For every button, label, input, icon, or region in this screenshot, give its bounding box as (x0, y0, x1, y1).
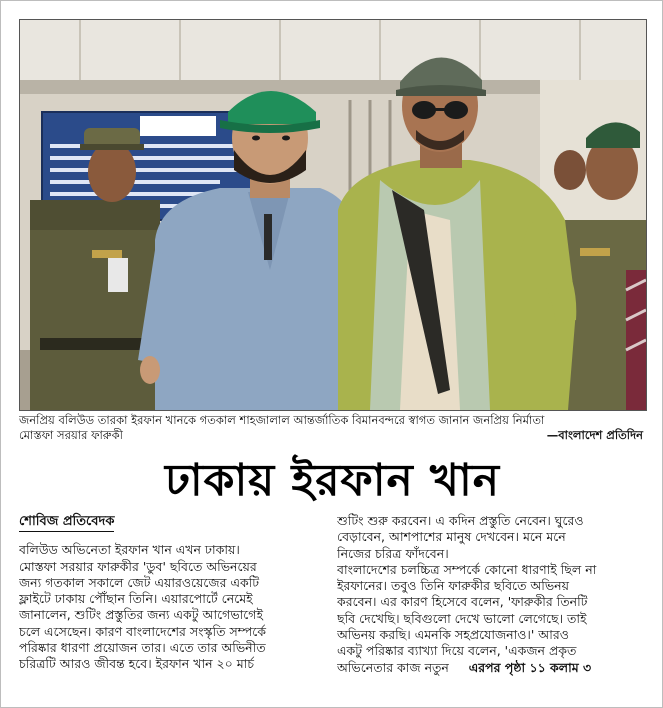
paragraph-line: ছবি দেখেছি। ছবিগুলো দেখে ভালো লেগেছে। তাই (337, 610, 587, 626)
photo-credit: —বাংলাদেশ প্রতিদিন (546, 428, 643, 442)
paragraph-line-last (337, 660, 647, 676)
paragraph-line: চলে এসেছেন। কারণ বাংলাদেশের সংস্কৃতি সম্পর্কে (19, 623, 266, 639)
caption-line-1: জনপ্রিয় বলিউড তারকা ইরফান খানকে গতকাল শাহজালাল আন্তর্জাতিক বিমানবন্দরে স্বাগত জানান জনপ্রিয় নির্মাতা (19, 413, 545, 427)
paragraph-line: শুটিং শুরু করবেন। এ কদিন প্রস্তুতি নেবেন। ঘুরেও (337, 513, 584, 528)
caption-line-2: মোস্তফা সরয়ার ফারুকী (19, 428, 123, 442)
paragraph-line: নিজের চরিত্র ফাঁদবেন। (337, 545, 449, 561)
paragraph-line: একটু পরিষ্কার ব্যাখ্যা দিয়ে বলেন, 'একজন প্রকৃত (337, 643, 577, 659)
paragraph-line: করবেন। এর কারণ হিসেবে বলেন, 'ফারুকীর তিনটি (337, 594, 588, 610)
paragraph-line: ফ্লাইটে ঢাকায় পৌঁছান তিনি। এয়ারপোর্টে নেমেই (19, 591, 253, 607)
article-column-right (337, 513, 647, 676)
paragraph-line: মোস্তফা সরয়ার ফারুকীর 'ডুব' ছবিতে অভিনয়ের (19, 558, 257, 574)
paragraph-line: বলিউড অভিনেতা ইরফান খান এখন ঢাকায়। (19, 542, 240, 558)
paragraph-line: চরিত্রটি আরও জীবন্ত হবে। ইরফান খান ২০ মার্চ (19, 656, 255, 672)
byline: শোবিজ প্রতিবেদক (19, 514, 114, 532)
paragraph-line: ইরফানের। তবুও তিনি ফারুকীর ছবিতে অভিনয় (337, 578, 569, 594)
paragraph-line: বেড়াবেন, আশপাশের মানুষ দেখবেন। মনে মনে (337, 529, 566, 545)
headline: ঢাকায় ইরফান খান (165, 455, 500, 506)
article-column-left (19, 513, 319, 673)
paragraph-line: অভিনয় করছি। এমনকি সহপ্রযোজনাও।' আরও (337, 627, 569, 643)
paragraph-line: পরিষ্কার ধারণা প্রয়োজন তার। এতে তার অভিনীত (19, 640, 266, 656)
paragraph-line: জানালেন, শুটিং প্রস্তুতির জন্য একটু আগেভাগেই (19, 607, 263, 623)
paragraph-line: জন্য গতকাল সকালে জেট এয়ারওয়েজের একটি (19, 574, 260, 590)
continued-on-page-link[interactable]: এরপর পৃষ্ঠা ১১ কলাম ৩ (468, 659, 592, 675)
news-photo (19, 19, 647, 411)
paragraph-line: বাংলাদেশের চলচ্চিত্র সম্পর্কে কোনো ধারণাই ছিল না (337, 561, 597, 577)
photo-caption (19, 413, 645, 443)
paragraph-line-tail: অভিনেতার কাজ নতুন (337, 659, 449, 675)
